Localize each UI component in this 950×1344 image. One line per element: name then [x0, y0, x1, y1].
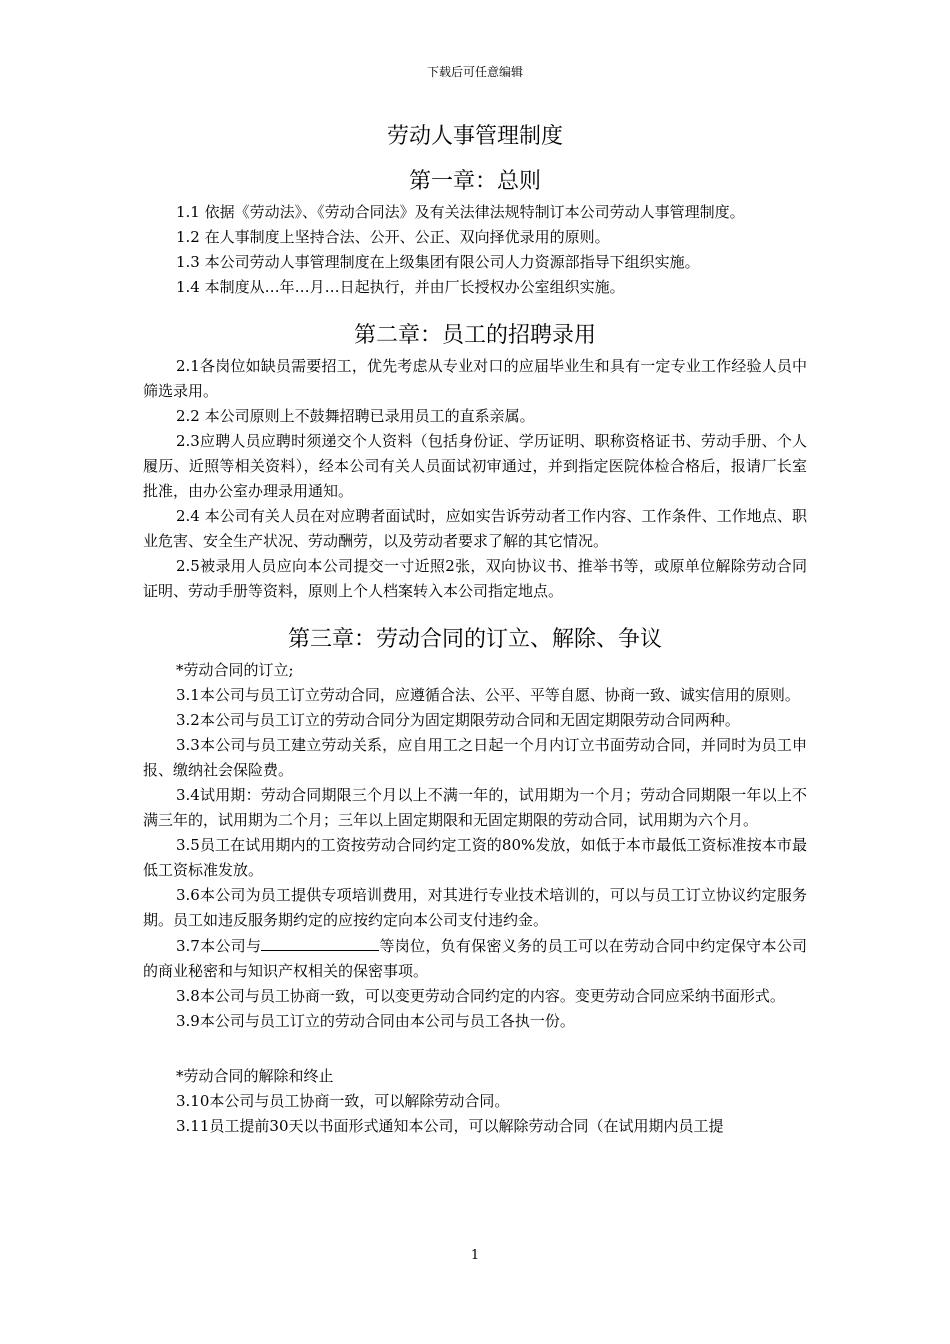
paragraph-3-5: 3.5员工在试用期内的工资按劳动合同约定工资的80%发放，如低于本市最低工资标准按本市最低工资标准发放。 [143, 836, 807, 879]
chapter-1-title: 第一章：总则 [408, 169, 541, 194]
paragraph-3-7-end: 等岗位，负有保密义务的员工可以在劳动合同中约定保守本公司的商业秘密和与知识产权相关的保密事项。 [143, 937, 807, 980]
paragraph-3-9: 3.9本公司与员工订立的劳动合同由本公司与员工各执一份。 [176, 1012, 575, 1030]
paragraph-2-1: 2.1各岗位如缺员需要招工，优先考虑从专业对口的应届毕业生和具有一定专业工作经验人员中筛选录用。 [143, 357, 807, 400]
chapter-3-title: 第三章：劳动合同的订立、解除、争议 [287, 627, 662, 652]
fill-in-blank-line [261, 933, 379, 951]
subheading-contract-signing: *劳动合同的订立; [176, 661, 294, 679]
paragraph-3-4: 3.4试用期：劳动合同期限三个月以上不满一年的，试用期为一个月；劳动合同期限一年以上不满三年的，试用期为二个月；三年以上固定期限和无固定期限的劳动合同，试用期为六个月。 [143, 786, 807, 829]
paragraph-2-3: 2.3应聘人员应聘时须递交个人资料（包括身份证、学历证明、职称资格证书、劳动手册、个人履历、近照等相关资料），经本公司有关人员面试初审通过，并到指定医院体检合格后，报请厂长室批准，由办公室办理录用通知。 [143, 432, 807, 500]
paragraph-2-2: 2.2 本公司原则上不鼓舞招聘已录用员工的直系亲属。 [176, 407, 535, 425]
paragraph-3-6: 3.6本公司为员工提供专项培训费用，对其进行专业技术培训的，可以与员工订立协议约定服务期。员工如违反服务期约定的应按约定向本公司支付违约金。 [143, 886, 807, 929]
paragraph-1-3: 1.3 本公司劳动人事管理制度在上级集团有限公司人力资源部指导下组织实施。 [176, 253, 700, 271]
paragraph-1-2: 1.2 在人事制度上坚持合法、公开、公正、双向择优录用的原则。 [176, 228, 610, 246]
paragraph-1-1: 1.1 依据《劳动法》、《劳动合同法》及有关法律法规特制订本公司劳动人事管理制度。 [176, 203, 745, 221]
header-note: 下载后可任意编辑 [426, 65, 523, 79]
paragraph-1-4: 1.4 本制度从…年…月…日起执行，并由厂长授权办公室组织实施。 [176, 278, 625, 296]
paragraph-3-7 [143, 933, 807, 984]
paragraph-3-10: 3.10本公司与员工协商一致，可以解除劳动合同。 [176, 1092, 510, 1110]
paragraph-3-7-start: 3.7本公司与 [176, 937, 262, 955]
page-number: 1 [470, 1248, 480, 1263]
paragraph-3-1: 3.1本公司与员工订立劳动合同，应遵循合法、公平、平等自愿、协商一致、诚实信用的原则。 [176, 686, 800, 704]
paragraph-3-3: 3.3本公司与员工建立劳动关系，应自用工之日起一个月内订立书面劳动合同，并同时为员工申报、缴纳社会保险费。 [143, 736, 807, 779]
subheading-contract-termination: *劳动合同的解除和终止 [176, 1067, 334, 1085]
paragraph-3-11: 3.11员工提前30天以书面形式通知本公司，可以解除劳动合同（在试用期内员工提 [176, 1117, 724, 1135]
paragraph-3-2: 3.2本公司与员工订立的劳动合同分为固定期限劳动合同和无固定期限劳动合同两种。 [176, 711, 740, 729]
paragraph-2-5: 2.5被录用人员应向本公司提交一寸近照2张，双向协议书、推举书等，或原单位解除劳动合同证明、劳动手册等资料，原则上个人档案转入本公司指定地点。 [143, 557, 807, 600]
paragraph-3-8: 3.8本公司与员工协商一致，可以变更劳动合同约定的内容。变更劳动合同应采纳书面形式。 [176, 987, 785, 1005]
paragraph-2-4: 2.4 本公司有关人员在对应聘者面试时，应如实告诉劳动者工作内容、工作条件、工作地点、职业危害、安全生产状况、劳动酬劳，以及劳动者要求了解的其它情况。 [143, 507, 807, 550]
chapter-2-title: 第二章：员工的招聘录用 [353, 323, 596, 348]
document-title: 劳动人事管理制度 [386, 124, 563, 149]
document-body [143, 118, 807, 1139]
